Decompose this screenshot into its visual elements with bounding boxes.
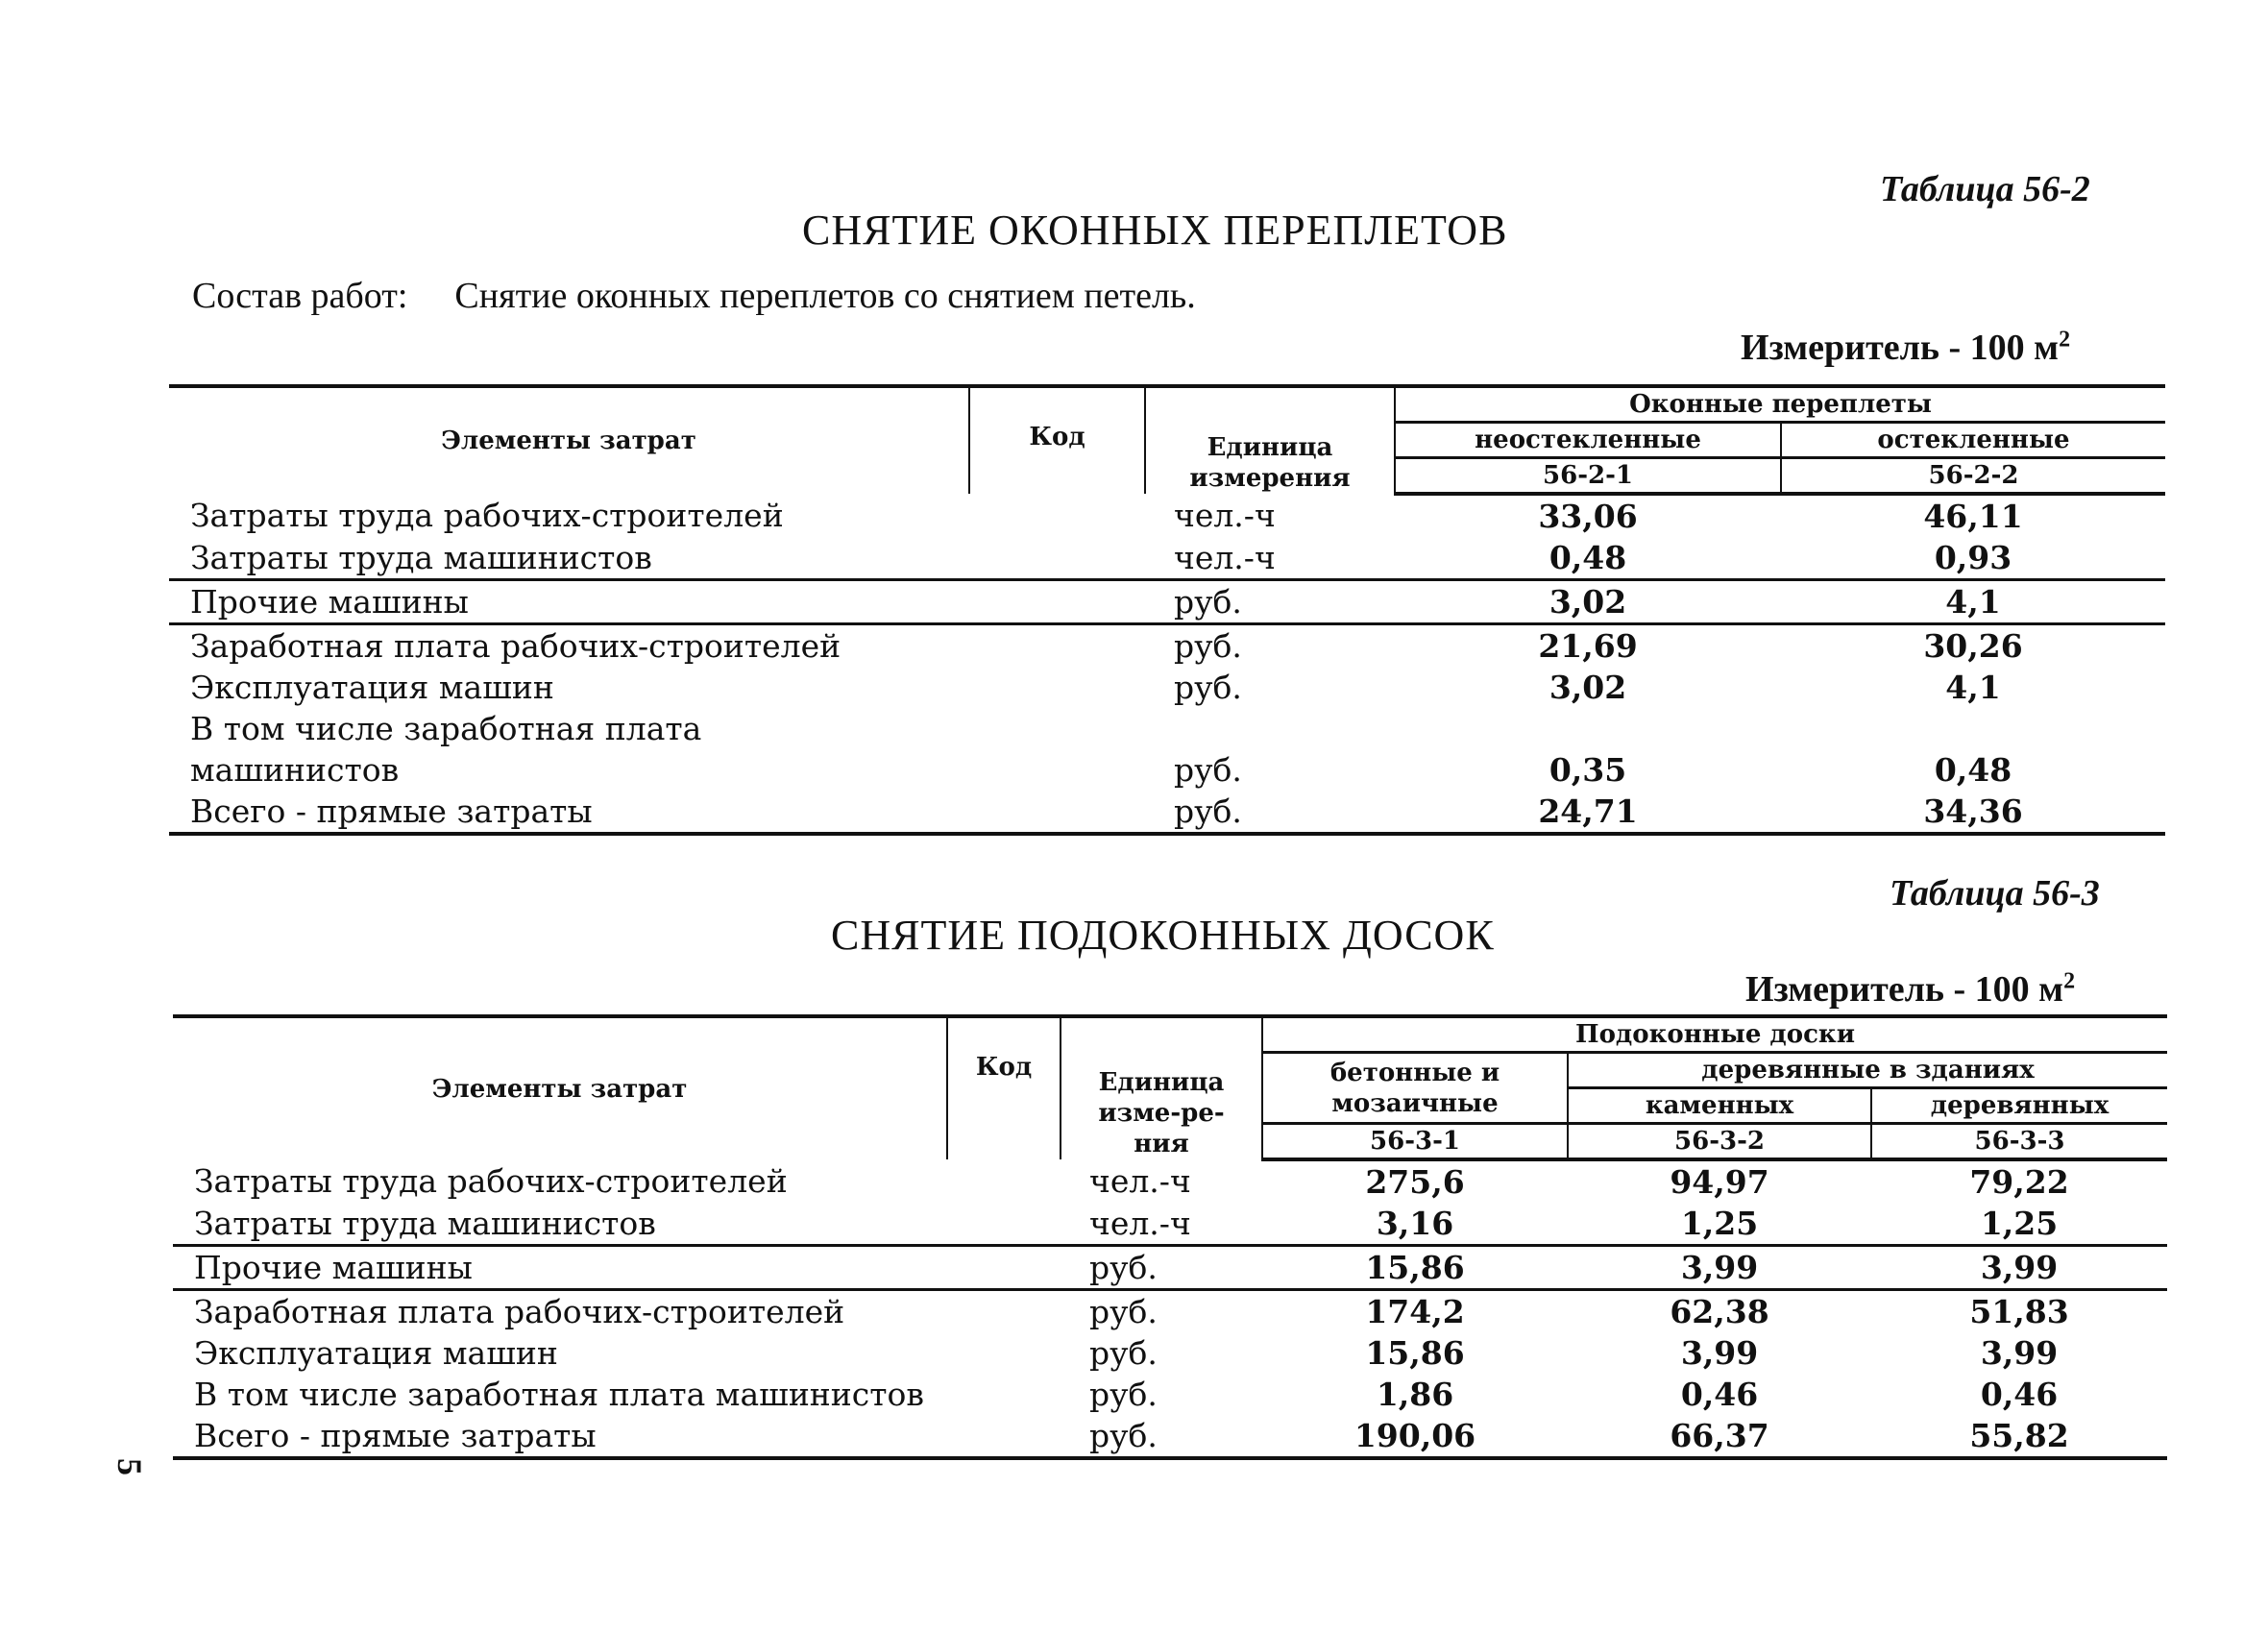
row-value: 79,22 [1969,1163,2069,1201]
header-code: Код [947,1016,1061,1159]
row-name: Затраты труда машинистов [194,1205,656,1242]
header-col2: остекленные [1781,423,2165,458]
row-value: 30,26 [1781,624,2165,668]
cost-table-56-2 [169,384,2165,836]
row-name: Всего - прямые затраты [173,1415,947,1458]
row-value: 46,11 [1923,498,2023,535]
row-value: 174,2 [1262,1290,1568,1333]
work-composition [192,275,1196,317]
row-value: 4,1 [1781,580,2165,624]
row-unit: чел.-ч [1174,497,1276,534]
row-value: 66,37 [1568,1415,1871,1458]
row-unit: руб. [1061,1290,1262,1333]
table-row [173,1159,2167,1203]
table-row [169,708,2165,791]
row-value: 55,82 [1871,1415,2167,1458]
header-code3: 56-3-3 [1871,1124,2167,1160]
row-unit: руб. [1145,791,1395,834]
row-value: 3,99 [1680,1334,1759,1372]
header-code: Код [969,386,1145,494]
table-row [169,791,2165,834]
row-name: Эксплуатация машин [194,1334,558,1372]
row-value: 1,86 [1376,1376,1454,1413]
table-label: Таблица 56-2 [1880,169,2090,209]
row-value: 190,06 [1262,1415,1568,1458]
row-value: 15,86 [1365,1334,1465,1372]
table-row [173,1290,2167,1333]
row-value: 1,25 [1680,1205,1759,1242]
row-unit: руб. [1089,1334,1158,1372]
header-unit: Единица измерения [1145,386,1395,494]
header-col1: неостекленные [1395,423,1781,458]
row-unit: руб. [1174,751,1242,789]
row-value: 0,46 [1980,1376,2059,1413]
header-subgroup: деревянные в зданиях [1568,1053,2167,1088]
header-col1: бетонные и мозаичные [1262,1053,1568,1124]
table-row [173,1203,2167,1246]
table-row [169,537,2165,580]
table-row [169,667,2165,708]
row-name: В том числе заработная плата машинистов [194,1376,924,1413]
row-value: 62,38 [1568,1290,1871,1333]
header-elements: Элементы затрат [173,1016,947,1159]
table-row [173,1246,2167,1290]
header-col3: деревянных [1871,1088,2167,1124]
row-value: 0,48 [1934,751,2012,789]
row-unit: руб. [1089,1376,1158,1413]
row-unit: руб. [1145,580,1395,624]
header-group: Подоконные доски [1262,1016,2167,1053]
composition-text: Снятие оконных переплетов со снятием петель. [454,276,1196,316]
header-code1: 56-2-1 [1395,458,1781,495]
composition-label: Состав работ: [192,276,408,316]
row-value: 3,02 [1395,580,1781,624]
row-value: 4,1 [1945,669,2001,706]
row-name: Заработная плата рабочих-строителей [173,1290,947,1333]
row-name: Прочие машины [173,1246,947,1290]
row-unit: руб. [1174,669,1242,706]
table-row [169,494,2165,537]
row-value: 24,71 [1395,791,1781,834]
table-title: СНЯТИЕ ОКОННЫХ ПЕРЕПЛЕТОВ [802,207,1508,254]
measure-unit: Измеритель - 100 $м^2$ [1741,327,2071,368]
row-name: В том числе заработная плата машинистов [190,710,702,789]
table-row [169,624,2165,668]
row-unit: чел.-ч [1089,1205,1191,1242]
row-name: Всего - прямые затраты [169,791,969,834]
row-value: 0,35 [1549,751,1627,789]
row-value: 1,25 [1980,1205,2059,1242]
row-value: 0,93 [1934,539,2012,576]
row-value: 0,46 [1680,1376,1759,1413]
header-code2: 56-2-2 [1781,458,2165,495]
table-label: Таблица 56-3 [1890,873,2100,914]
table-row [169,580,2165,624]
row-value: 3,02 [1549,669,1627,706]
table-row [173,1415,2167,1458]
table-row [173,1332,2167,1374]
row-value: 21,69 [1395,624,1781,668]
row-value: 34,36 [1781,791,2165,834]
row-unit: руб. [1145,624,1395,668]
row-value: 33,06 [1538,498,1638,535]
row-unit: руб. [1061,1415,1262,1458]
row-value: 3,99 [1568,1246,1871,1290]
row-value: 94,97 [1670,1163,1769,1201]
page-number: 5 [110,1458,149,1475]
row-name: Прочие машины [169,580,969,624]
row-name: Заработная плата рабочих-строителей [169,624,969,668]
row-value: 15,86 [1262,1246,1568,1290]
row-name: Затраты труда рабочих-строителей [194,1162,788,1200]
row-unit: чел.-ч [1174,539,1276,576]
row-name: Затраты труда рабочих-строителей [190,497,784,534]
header-col2: каменных [1568,1088,1871,1124]
header-unit: Единица изме-ре-ния [1061,1016,1262,1159]
header-code2: 56-3-2 [1568,1124,1871,1160]
header-elements: Элементы затрат [169,386,969,494]
cost-table-56-3 [173,1014,2167,1460]
row-value: 51,83 [1871,1290,2167,1333]
row-unit: чел.-ч [1089,1162,1191,1200]
header-group: Оконные переплеты [1395,386,2165,423]
row-value: 0,48 [1549,539,1627,576]
table-row [173,1374,2167,1415]
row-value: 3,16 [1376,1205,1454,1242]
row-name: Затраты труда машинистов [190,539,652,576]
row-name: Эксплуатация машин [190,669,554,706]
table-title: СНЯТИЕ ПОДОКОННЫХ ДОСОК [831,912,1495,959]
measure-unit: Измеритель - 100 $м^2$ [1745,968,2076,1010]
row-value: 275,6 [1365,1163,1465,1201]
row-unit: руб. [1061,1246,1262,1290]
header-code1: 56-3-1 [1262,1124,1568,1160]
row-value: 3,99 [1980,1334,2059,1372]
row-value: 3,99 [1871,1246,2167,1290]
